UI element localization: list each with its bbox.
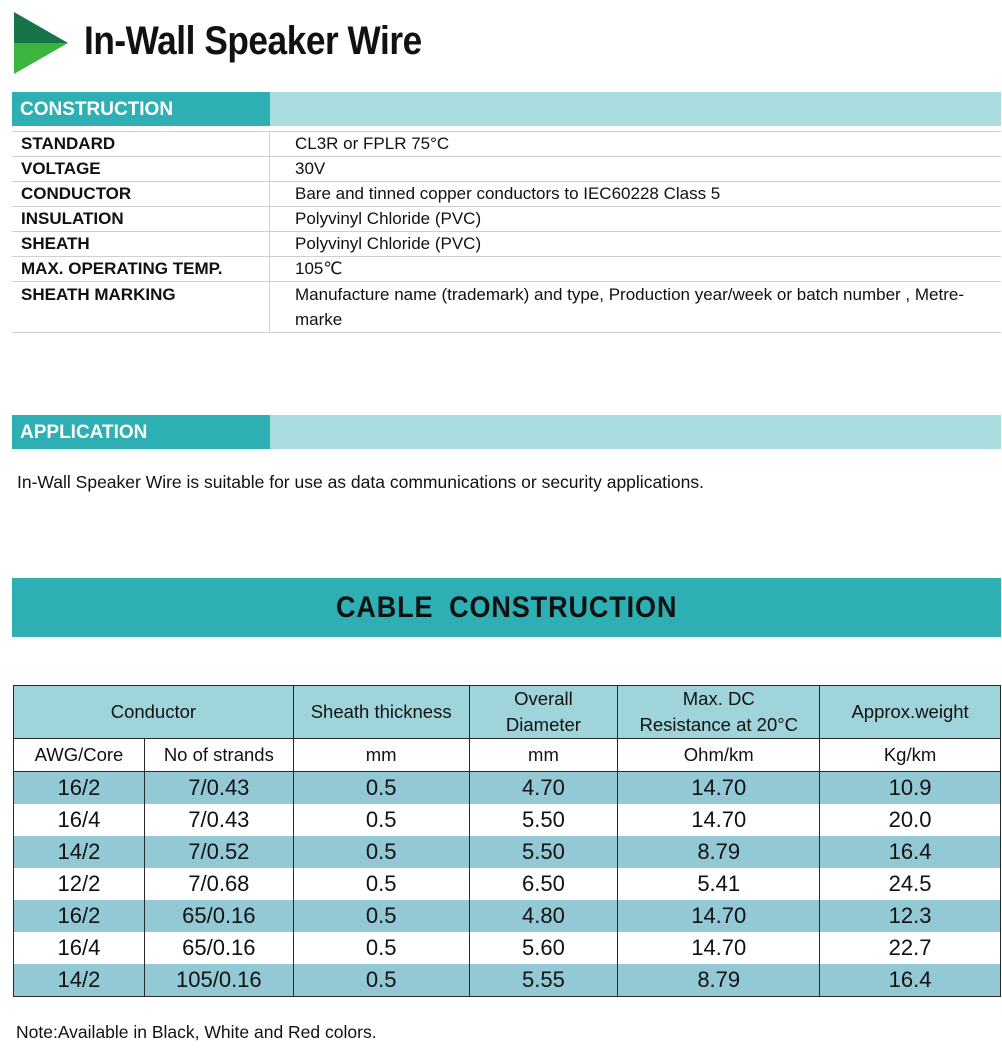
table-cell: 12/2: [14, 868, 145, 900]
table-cell: 5.55: [469, 964, 618, 997]
header-maxdc-line2: Resistance at 20°C: [639, 714, 799, 735]
table-cell: 14.70: [618, 900, 820, 932]
table-cell: 16.4: [820, 964, 1001, 997]
table-row: [14, 964, 1001, 997]
table-cell: 24.5: [820, 868, 1001, 900]
table-row: [14, 804, 1001, 836]
brand-logo-icon: [14, 12, 68, 74]
table-cell: 7/0.68: [144, 868, 293, 900]
header-overall-line1: Overall: [514, 688, 573, 709]
spec-row: [12, 182, 1001, 207]
table-row: [14, 900, 1001, 932]
spec-value: Bare and tinned copper conductors to IEC60228 Class 5: [270, 182, 1002, 207]
spec-value: CL3R or FPLR 75°C: [270, 132, 1002, 157]
spec-row: [12, 232, 1001, 257]
table-row: [14, 772, 1001, 805]
table-cell: 0.5: [293, 868, 469, 900]
subheader-cell: Ohm/km: [618, 739, 820, 772]
table-header-row: [14, 686, 1001, 739]
header-sheath: Sheath thickness: [293, 686, 469, 739]
table-cell: 14.70: [618, 932, 820, 964]
construction-header-bar: [270, 92, 1001, 126]
table-cell: 0.5: [293, 836, 469, 868]
table-cell: 5.41: [618, 868, 820, 900]
subheader-cell: mm: [293, 739, 469, 772]
table-row: [14, 932, 1001, 964]
table-cell: 7/0.43: [144, 772, 293, 805]
table-cell: 105/0.16: [144, 964, 293, 997]
subheader-cell: Kg/km: [820, 739, 1001, 772]
spec-key: CONDUCTOR: [12, 182, 270, 207]
application-header: [12, 415, 1001, 449]
table-cell: 5.60: [469, 932, 618, 964]
application-header-bar: [270, 415, 1001, 449]
spec-row: [12, 132, 1001, 157]
table-cell: 16.4: [820, 836, 1001, 868]
table-cell: 14.70: [618, 772, 820, 805]
table-cell: 0.5: [293, 772, 469, 805]
table-cell: 7/0.52: [144, 836, 293, 868]
spec-row: [12, 157, 1001, 182]
table-cell: 0.5: [293, 932, 469, 964]
construction-heading: CONSTRUCTION: [12, 92, 270, 126]
availability-note: Note:Available in Black, White and Red colors.: [16, 1022, 377, 1042]
header-conductor: Conductor: [14, 686, 294, 739]
spec-row: [12, 207, 1001, 232]
construction-table: [12, 131, 1001, 333]
header-max-dc: [618, 686, 820, 739]
spec-key: SHEATH: [12, 232, 270, 257]
cable-construction-table: [13, 685, 1001, 997]
table-cell: 12.3: [820, 900, 1001, 932]
table-cell: 14.70: [618, 804, 820, 836]
page-title: In-Wall Speaker Wire: [84, 19, 422, 63]
spec-key: SHEATH MARKING: [12, 282, 270, 333]
subheader-cell: No of strands: [144, 739, 293, 772]
table-subheader-row: [14, 739, 1001, 772]
spec-row: [12, 257, 1001, 282]
table-cell: 16/2: [14, 900, 145, 932]
spec-value: Manufacture name (trademark) and type, Production year/week or batch number , Metre-marke: [270, 282, 1002, 333]
table-cell: 22.7: [820, 932, 1001, 964]
table-cell: 5.50: [469, 804, 618, 836]
table-cell: 14/2: [14, 836, 145, 868]
table-cell: 4.80: [469, 900, 618, 932]
subheader-cell: AWG/Core: [14, 739, 145, 772]
table-cell: 0.5: [293, 804, 469, 836]
application-heading: APPLICATION: [12, 415, 270, 449]
header-overall-diameter: [469, 686, 618, 739]
cable-construction-banner: [12, 578, 1001, 637]
table-cell: 8.79: [618, 836, 820, 868]
table-row: [14, 836, 1001, 868]
table-cell: 5.50: [469, 836, 618, 868]
table-cell: 7/0.43: [144, 804, 293, 836]
header-weight: Approx.weight: [820, 686, 1001, 739]
spec-key: MAX. OPERATING TEMP.: [12, 257, 270, 282]
table-cell: 14/2: [14, 964, 145, 997]
table-cell: 10.9: [820, 772, 1001, 805]
spec-value: 30V: [270, 157, 1002, 182]
table-row: [14, 868, 1001, 900]
spec-key: VOLTAGE: [12, 157, 270, 182]
spec-row: [12, 282, 1001, 333]
application-text: In-Wall Speaker Wire is suitable for use as data communications or security applications.: [17, 472, 705, 492]
table-cell: 16/2: [14, 772, 145, 805]
table-cell: 65/0.16: [144, 900, 293, 932]
spec-key: STANDARD: [12, 132, 270, 157]
table-cell: 4.70: [469, 772, 618, 805]
table-cell: 16/4: [14, 804, 145, 836]
spec-value: Polyvinyl Chloride (PVC): [270, 207, 1002, 232]
table-cell: 16/4: [14, 932, 145, 964]
spec-value: Polyvinyl Chloride (PVC): [270, 232, 1002, 257]
table-cell: 8.79: [618, 964, 820, 997]
header-overall-line2: Diameter: [505, 714, 581, 735]
table-cell: 20.0: [820, 804, 1001, 836]
table-cell: 0.5: [293, 900, 469, 932]
table-cell: 0.5: [293, 964, 469, 997]
table-cell: 6.50: [469, 868, 618, 900]
cable-construction-heading: CABLE CONSTRUCTION: [335, 591, 678, 624]
table-cell: 65/0.16: [144, 932, 293, 964]
spec-value: 105℃: [270, 257, 1002, 282]
header-maxdc-line1: Max. DC: [682, 688, 755, 709]
spec-key: INSULATION: [12, 207, 270, 232]
construction-header: [12, 92, 1001, 126]
subheader-cell: mm: [469, 739, 618, 772]
